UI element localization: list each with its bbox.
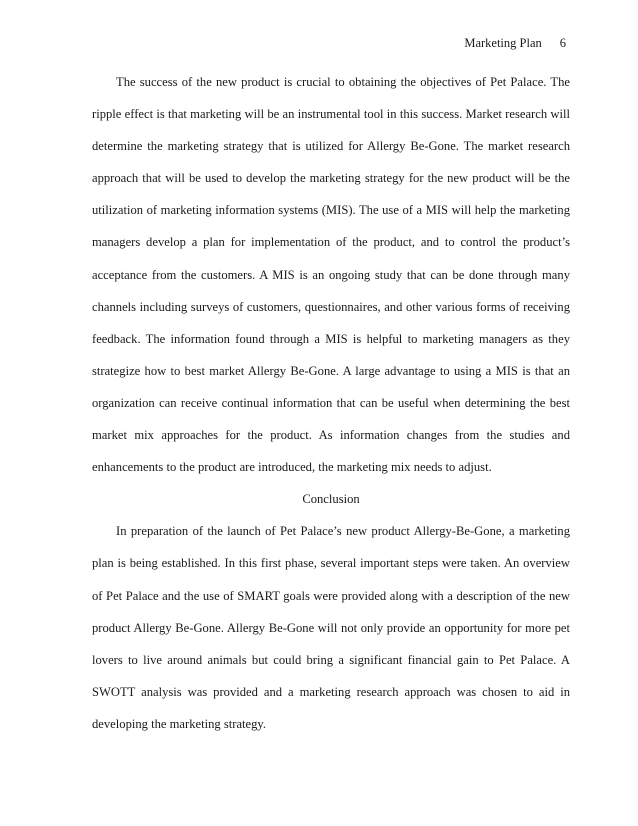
- body-text: [92, 66, 570, 740]
- running-head: [464, 36, 566, 51]
- running-head-title: Marketing Plan: [464, 36, 542, 50]
- page-number: 6: [559, 36, 566, 50]
- body-paragraph-2: In preparation of the launch of Pet Palace’s new product Allergy-Be-Gone, a marketing plan is being established. In this first phase, several important steps were taken. An overview of Pet Palace and the use of SMART goals were provided along with a description of the new product Allergy Be-Gone. Allergy Be-Gone will not only provide an opportunity for more pet lovers to live around animals but could bring a significant financial gain to Pet Palace. A SWOTT analysis was provided and a marketing research approach was chosen to aid in developing the marketing strategy.: [92, 524, 570, 731]
- conclusion-heading: Conclusion: [302, 492, 360, 507]
- body-paragraph-1: The success of the new product is crucial to obtaining the objectives of Pet Palace. The ripple effect is that marketing will be an instrumental tool in this success. Market research will determine the marketing strategy that is utilized for Allergy Be-Gone. The market research approach that will be used to develop the marketing strategy for the new product will be the utilization of marketing information systems (MIS). The use of a MIS will help the marketing managers develop a plan for implementation of the product, and to control the product’s acceptance from the customers. A MIS is an ongoing study that can be done through many channels including surveys of customers, questionnaires, and other various forms of receiving feedback. The information found through a MIS is helpful to marketing managers as they strategize how to best market Allergy Be-Gone. A large advantage to using a MIS is that an organization can receive continual information that can be useful when determining the best market mix approaches for the product. As information changes from the studies and enhancements to the product are introduced, the marketing mix needs to adjust.: [92, 75, 570, 475]
